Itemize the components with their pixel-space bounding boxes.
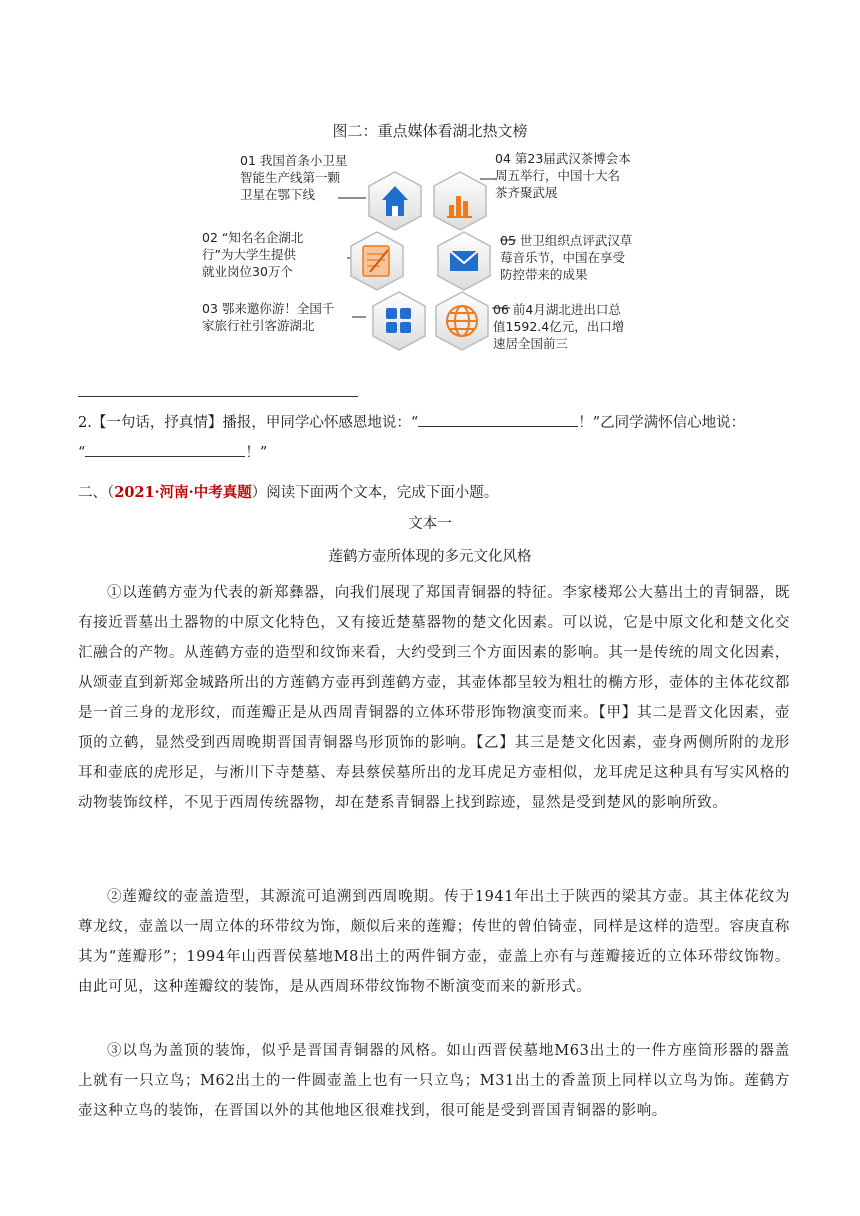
document-edit-icon: [363, 246, 389, 276]
paragraph-2: ②莲瓣纹的壶盖造型，其源流可追溯到西周晚期。传于1941年出土于陕西的梁其方壶。其主体花纹为尊龙纹，壶盖以一周立体的环带纹为饰，颇似后来的莲瓣；传世的曾伯锜壶，同样是这样的造型。容庚直称其为“莲瓣形”；1994年山西晋侯墓地M8出土的两件铜方壶，壶盖上亦有与莲瓣接近的立体环带纹饰物。由此可见，这种莲瓣纹的装饰，是从西周环带纹饰物不断演变而来的新形式。: [78, 889, 790, 995]
article-title: 莲鹤方壶所体现的多元文化风格: [328, 549, 532, 565]
caption-02: 02 “知名名企湖北 行”为大学生提供 就业岗位30万个: [202, 230, 304, 279]
answer-blank-2[interactable]: [85, 439, 245, 457]
caption-04: 04 第23届武汉茶博会本 周五举行，中国十大名 茶齐聚武展: [495, 151, 631, 200]
section-heading: 二、（2021·河南·中考真题）阅读下面两个文本，完成下面小题。: [78, 484, 499, 501]
hexagon-04: [434, 172, 486, 230]
caption-05: 05 世卫组织点评武汉草 莓音乐节，中国在享受 防控带来的成果: [500, 233, 633, 282]
caption-06: 06 前4月湖北进出口总 值1592.4亿元，出口增 速居全国前三: [493, 302, 625, 351]
text-label: 文本一: [408, 516, 452, 532]
question-2: 2.【一句话，抒真情】播报，甲同学心怀感恩地说：“ ！”乙同学满怀信心地说： “ ！”: [78, 408, 788, 468]
paragraph-1: ①以莲鹤方壶为代表的新郑彝器，向我们展现了郑国青铜器的特征。李家楼郑公大墓出土的青铜器，既有接近晋墓出土器物的中原文化特色，又有接近楚墓器物的楚文化因素。可以说，它是中原文化和楚文化交汇融合的产物。从莲鹤方壶的造型和纹饰来看，大约受到三个方面因素的影响。其一是传统的周文化因素，从颂壶直到新郑金城路所出的方莲鹤方壶再到莲鹤方壶，其壶体都呈较为粗壮的椭方形，壶体的主体花纹都是一首三身的龙形纹，而莲瓣正是从西周青铜器的立体环带形饰物演变而来。【甲】其二是晋文化因素，壶顶的立鹤，显然受到西周晚期晋国青铜器鸟形顶饰的影响。【乙】其三是楚文化因素，壶身两侧所附的龙形耳和壶底的虎形足，与淅川下寺楚墓、寿县蔡侯墓所出的龙耳虎足方壶相似，龙耳虎足这种具有写实风格的动物装饰纹样，不见于西周传统器物，却在楚系青铜器上找到踪迹，显然是受到楚风的影响所致。: [78, 585, 790, 811]
hexagon-03: [373, 292, 425, 350]
caption-03: 03 鄂来邀你游！全国千 家旅行社引客游湖北: [202, 301, 335, 333]
mail-icon: [450, 251, 478, 271]
hexagon-05: [438, 232, 490, 290]
hexagon-01: [369, 172, 421, 230]
caption-01: 01 我国首条小卫星 智能生产线第一颗 卫星在鄂下线: [240, 153, 348, 202]
figure-title: 图二：重点媒体看湖北热文榜: [332, 122, 528, 140]
hot-news-figure: [200, 112, 660, 362]
exam-source: 2021·河南·中考真题: [114, 484, 252, 501]
answer-line[interactable]: [78, 396, 358, 397]
hexagon-06: [436, 292, 488, 350]
paragraph-3: ③以鸟为盖顶的装饰，似乎是晋国青铜器的风格。如山西晋侯墓地M63出土的一件方座筒形器的器盖上就有一只立鸟；M62出土的一件圆壶盖上也有一只立鸟；M31出土的香盖顶上同样以立鸟为饰。莲鹤方壶这种立鸟的装饰，在晋国以外的其他地区很难找到，很可能是受到晋国青铜器的影响。: [78, 1043, 790, 1119]
answer-blank-1[interactable]: [418, 409, 578, 427]
hexagon-02: [351, 232, 403, 290]
